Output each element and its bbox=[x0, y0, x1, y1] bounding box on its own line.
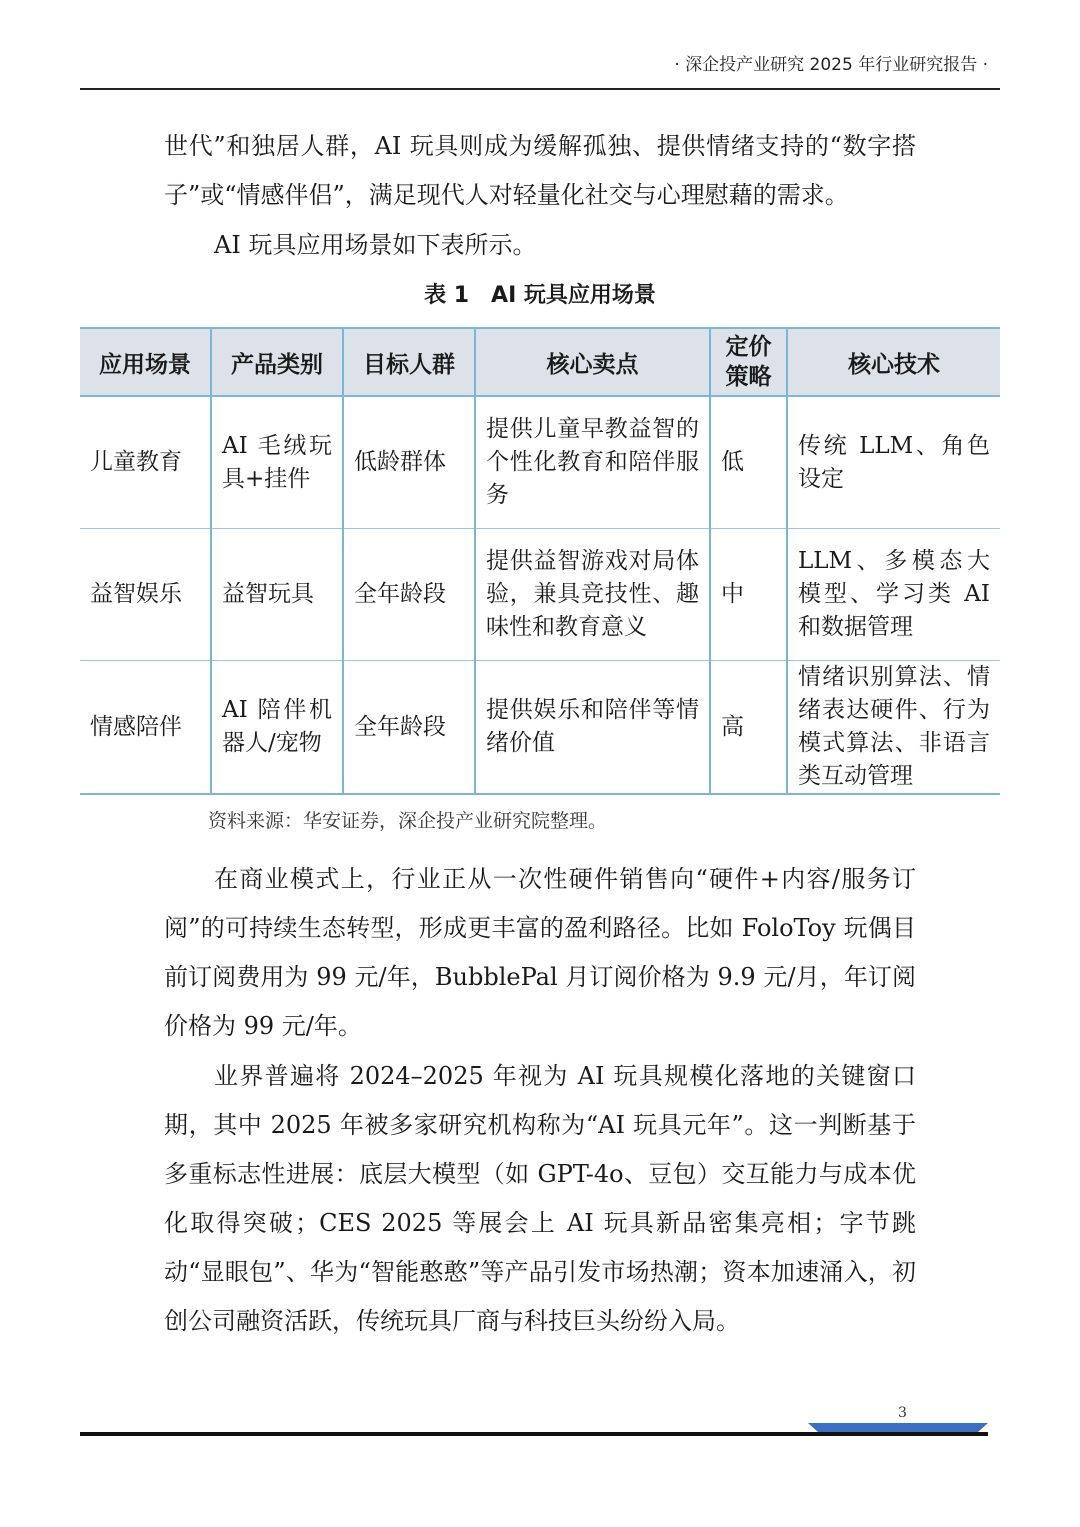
column-header: 产品类别 bbox=[211, 328, 343, 396]
table-cell: 全年龄段 bbox=[343, 661, 475, 795]
body-paragraph-1: 世代”和独居人群，AI 玩具则成为缓解孤独、提供情绪支持的“数字搭子”或“情感伴侣”，满足现代人对轻量化社交与心理慰藉的需求。 bbox=[164, 132, 916, 209]
application-scenarios-table bbox=[80, 327, 1000, 795]
column-header: 目标人群 bbox=[343, 328, 475, 396]
column-header: 应用场景 bbox=[80, 328, 211, 396]
table-row bbox=[80, 396, 1000, 529]
table-cell: 低龄群体 bbox=[343, 396, 475, 529]
body-paragraph-3: 在商业模式上，行业正从一次性硬件销售向“硬件+内容/服务订阅”的可持续生态转型，形成更丰富的盈利路径。比如 FoloToy 玩偶目前订阅费用为 99 元/年，BubblePal 月订阅价格为 9.9 元/月，年订阅价格为 99 元/年。 bbox=[164, 865, 916, 1040]
table-cell: 提供益智游戏对局体验，兼具竞技性、趣味性和教育意义 bbox=[475, 529, 710, 661]
table-header-row bbox=[80, 328, 1000, 396]
table-cell: 提供儿童早教益智的个性化教育和陪伴服务 bbox=[475, 396, 710, 529]
table-cell: 儿童教育 bbox=[80, 396, 211, 529]
table-cell: LLM、多模态大模型、学习类 AI 和数据管理 bbox=[787, 529, 1000, 661]
body-paragraph-4: 业界普遍将 2024–2025 年视为 AI 玩具规模化落地的关键窗口期，其中 2025 年被多家研究机构称为“AI 玩具元年”。这一判断基于多重标志性进展：底层大模型（如 GPT-4o、豆包）交互能力与成本优化取得突破；CES 2025 等展会上 AI 玩具新品密集亮相；字节跳动“显眼包”、华为“智能憨憨”等产品引发市场热潮；资本加速涌入，初创公司融资活跃，传统玩具厂商与科技巨头纷纷入局。 bbox=[164, 1062, 916, 1335]
table-cell: 低 bbox=[710, 396, 787, 529]
column-header: 核心技术 bbox=[787, 328, 1000, 396]
running-header: · 深企投产业研究 2025 年行业研究报告 · bbox=[674, 55, 988, 75]
header-rule bbox=[80, 88, 1000, 90]
footer-rule bbox=[80, 1432, 988, 1436]
table-cell: AI 陪伴机器人/宠物 bbox=[211, 661, 343, 795]
column-header: 定价策略 bbox=[710, 328, 787, 396]
table-cell: 益智玩具 bbox=[211, 529, 343, 661]
table-source-note: 资料来源：华安证券，深企投产业研究院整理。 bbox=[208, 810, 608, 832]
table-cell: 全年龄段 bbox=[343, 529, 475, 661]
table-cell: 提供娱乐和陪伴等情绪价值 bbox=[475, 661, 710, 795]
table-cell: 情感陪伴 bbox=[80, 661, 211, 795]
page-number: 3 bbox=[898, 1405, 907, 1421]
table-cell: 传统 LLM、角色设定 bbox=[787, 396, 1000, 529]
table-row bbox=[80, 661, 1000, 795]
body-paragraph-2: AI 玩具应用场景如下表所示。 bbox=[214, 231, 537, 259]
table-cell: 高 bbox=[710, 661, 787, 795]
table-caption: 表 1 AI 玩具应用场景 bbox=[424, 283, 656, 308]
table-cell: 益智娱乐 bbox=[80, 529, 211, 661]
table-cell: 中 bbox=[710, 529, 787, 661]
table-row bbox=[80, 529, 1000, 661]
table-cell: 情绪识别算法、情绪表达硬件、行为模式算法、非语言类互动管理 bbox=[787, 661, 1000, 795]
table-cell: AI 毛绒玩具+挂件 bbox=[211, 396, 343, 529]
column-header: 核心卖点 bbox=[475, 328, 710, 396]
